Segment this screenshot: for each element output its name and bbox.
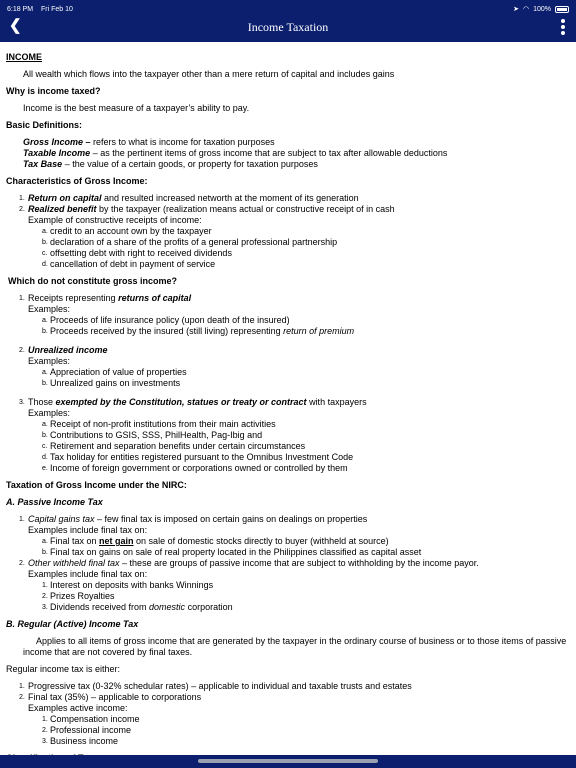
- subsection-heading: A. Passive Income Tax: [6, 497, 103, 507]
- sub-item: c. Retirement and separation benefits under certain circumstances: [42, 441, 306, 451]
- sub-item: a. Receipt of non-profit institutions from their main activities: [42, 419, 276, 429]
- chevron-left-icon: ❮: [9, 17, 22, 34]
- battery-percent: 100%: [533, 5, 551, 13]
- list-item: 1. Capital gains tax – few final tax is imposed on certain gains on dealings on properties: [19, 514, 368, 524]
- sub-item: 1. Compensation income: [42, 714, 140, 724]
- list-item: 1. Progressive tax (0-32% schedular rates) – applicable to individual and taxable trusts and estates: [19, 681, 412, 691]
- section-heading: Why is income taxed?: [6, 86, 101, 96]
- example-label: Examples:: [28, 408, 71, 418]
- wifi-icon: ◠: [522, 6, 530, 13]
- sub-item: d. Tax holiday for entities registered pursuant to the Omnibus Investment Code: [42, 452, 354, 462]
- paragraph: Applies to all items of gross income that are generated by the taxpayer in the ordinary course of business or to those items of passive: [36, 636, 567, 646]
- example-label: Examples include final tax on:: [28, 569, 148, 579]
- sub-item: 1. Interest on deposits with banks Winnings: [42, 580, 214, 590]
- list-item: 2. Final tax (35%) – applicable to corporations: [19, 692, 202, 702]
- sub-item: 2. Prizes Royalties: [42, 591, 115, 601]
- sub-item: 2. Professional income: [42, 725, 132, 735]
- status-date: Fri Feb 10: [41, 5, 73, 13]
- battery-icon: [555, 6, 569, 13]
- sub-item: b. Final tax on gains on sale of real property located in the Philippines classified as capital asset: [42, 547, 422, 557]
- paragraph: Regular income tax is either:: [6, 664, 121, 674]
- definition: Gross Income – refers to what is income for taxation purposes: [23, 137, 275, 147]
- definition: Taxable Income – as the pertinent items of gross income that are subject to tax after allowable deductions: [23, 148, 448, 158]
- section-heading: Which do not constitute gross income?: [8, 276, 178, 286]
- sub-item: c. offsetting debt with right to received dividends: [42, 248, 232, 258]
- home-indicator[interactable]: [198, 759, 378, 763]
- document-body: [6, 52, 570, 764]
- nav-bar: [0, 0, 576, 42]
- list-item: 2. Unrealized income: [19, 345, 108, 355]
- section-heading: Characteristics of Gross Income:: [6, 176, 148, 186]
- example-label: Examples:: [28, 356, 71, 366]
- example-label: Examples:: [28, 304, 71, 314]
- location-icon: ➤: [513, 6, 519, 13]
- home-indicator-bar: [0, 755, 576, 768]
- example-label: Example of constructive receipts of income:: [28, 215, 202, 225]
- sub-item: a. Final tax on net gain on sale of domestic stocks directly to buyer (withheld at source): [42, 536, 389, 546]
- list-item: 2. Other withheld final tax – these are groups of passive income that are subject to withholding by the income payor.: [19, 558, 479, 568]
- status-time: 6:18 PM: [7, 5, 34, 13]
- example-label: Examples active income:: [28, 703, 128, 713]
- sub-item: b. Contributions to GSIS, SSS, PhilHealth, Pag-Ibig and: [42, 430, 263, 440]
- sub-item: b. Proceeds received by the insured (still living) representing return of premium: [42, 326, 355, 336]
- section-heading: Taxation of Gross Income under the NIRC:: [6, 480, 187, 490]
- sub-item: b. declaration of a share of the profits of a general professional partnership: [42, 237, 338, 247]
- subsection-heading: B. Regular (Active) Income Tax: [6, 619, 139, 629]
- list-item: 3. Those exempted by the Constitution, statues or treaty or contract with taxpayers: [19, 397, 367, 407]
- sub-item: 3. Dividends received from domestic corporation: [42, 602, 233, 612]
- list-item: 1. Receipts representing returns of capital: [19, 293, 192, 303]
- list-item: 2. Realized benefit by the taxpayer (realization means actual or constructive receipt of in cash: [19, 204, 395, 214]
- sub-item: e. Income of foreign government or corporations owned or controlled by them: [42, 463, 348, 473]
- page-title: Income Taxation: [247, 20, 329, 34]
- paragraph: income that are not covered by final taxes.: [23, 647, 193, 657]
- sub-item: 3. Business income: [42, 736, 119, 746]
- sub-item: a. Appreciation of value of properties: [42, 367, 187, 377]
- paragraph: Income is the best measure of a taxpayer’s ability to pay.: [23, 103, 250, 113]
- list-item: 1. Return on capital and resulted increased networth at the moment of its generation: [19, 193, 359, 203]
- more-options-icon[interactable]: [561, 19, 565, 35]
- sub-item: d. cancellation of debt in payment of service: [42, 259, 216, 269]
- paragraph: All wealth which flows into the taxpayer other than a mere return of capital and includes gains: [23, 69, 395, 79]
- sub-item: a. Proceeds of life insurance policy (upon death of the insured): [42, 315, 290, 325]
- section-heading: INCOME: [6, 52, 42, 62]
- section-heading: Basic Definitions:: [6, 120, 83, 130]
- sub-item: b. Unrealized gains on investments: [42, 378, 181, 388]
- example-label: Examples include final tax on:: [28, 525, 148, 535]
- sub-item: a. credit to an account own by the taxpayer: [42, 226, 212, 236]
- definition: Tax Base – the value of a certain goods, or property for taxation purposes: [23, 159, 318, 169]
- status-bar: [7, 3, 569, 15]
